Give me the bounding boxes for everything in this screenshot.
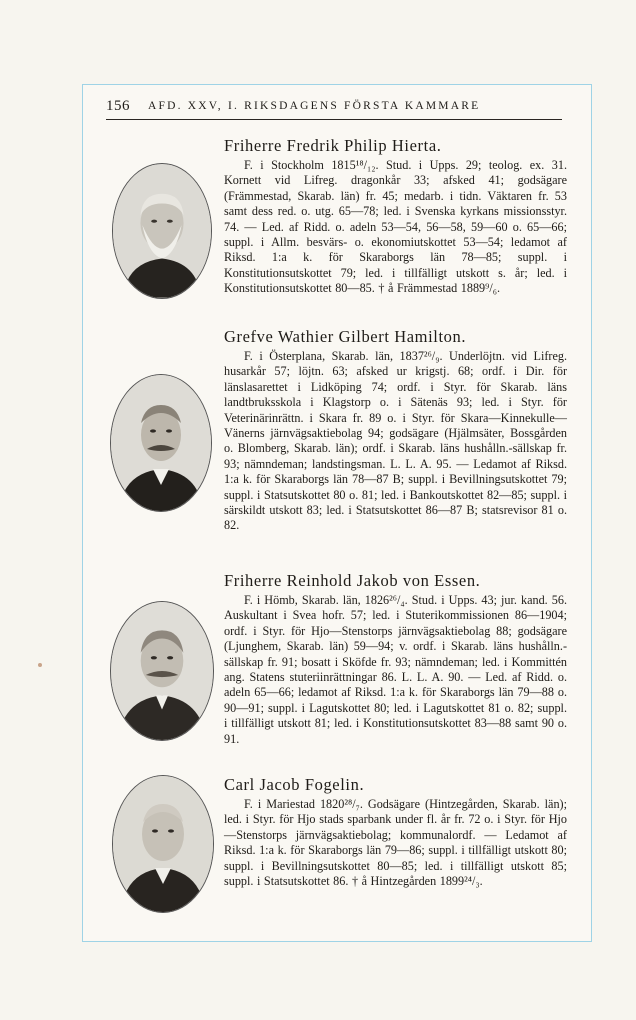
portrait-hierta bbox=[112, 163, 212, 299]
portrait-photo-icon bbox=[113, 776, 213, 912]
entry-bio-text: F. i Mariestad 1820²⁸/₇. Godsägare (Hintzegården, Skarab. län); led. i Styr. för Hjo stads sparbank under fl. år fr. 72 o. i Styr. för Hjo—Stenstorps järnvägsaktiebolag; kommunalordf. — Ledamot af Riksd. 1:a k. för Skaraborgs län 79—86; suppl. i tillfälligt utskott 80; suppl. i Bevillningsutskottet 80—85; led. i tillfälligt utskott 85; suppl. i Statsutskottet 86. † å Hintzegården 1899²⁴/₃. bbox=[224, 797, 567, 889]
portrait-fogelin bbox=[112, 775, 214, 913]
portrait-photo-icon bbox=[113, 164, 211, 298]
entry-bio-text: F. i Stockholm 1815¹⁸/₁₂. Stud. i Upps. 29; teolog. ex. 31. Kornett vid Lifreg. dragonkår 33; afsked 41; godsägare (Främmestad, Skarab. län) fr. 45; medarb. i tidn. Väktaren fr. 53 samt dess red. o. utg. 65—78; led. i Svenska kyrkans missionsstyr. 74. — Led. af Ridd. o. adeln 53—54, 56—58, 59—60 o. 65—66; suppl. i Allm. besvärs- o. ekonomiutskottet 53—54; ledamot af Riksd. 1:a k. för Skaraborgs län 78—85; suppl. i Konstitutionsutskottet 79; led. i tillfälligt utskott s. år; led. i Konstitutionsutskottet 80—85. † å Främmestad 1889⁹/₆. bbox=[224, 158, 567, 296]
portrait-hamilton bbox=[110, 374, 212, 512]
entry-name: Carl Jacob Fogelin. bbox=[224, 775, 365, 794]
portrait-photo-icon bbox=[111, 375, 211, 511]
entry-name: Grefve Wathier Gilbert Hamilton. bbox=[224, 327, 467, 346]
page-number: 156 bbox=[106, 98, 130, 114]
entry-bio-text: F. i Österplana, Skarab. län, 1837²⁶/₉. Underlöjtn. vid Lifreg. husarkår 57; löjtn. 63; afsked ur krigstj. 68; ordf. i Dir. för länslasarettet i Lidköping 74; ordf. i Styr. för Skarab. läns landtbruksskola i Klagstorp o. i Sätenäs 93; led. i Styr. för Veterinärinrättn. i Skara fr. 89 o. i Styr. för Skara—Kinnekulle—Vänerns järnvägsaktiebolag 94; godsägare (Hjälmsäter, Bossgården o. Blomberg, Skarab. län); ordf. i Skarab. läns hushålln.-sällskap fr. 93; nämndeman; landstingsman. L. L. A. 95. — Ledamot af Riksd. 1:a k. för Skaraborgs län 78—87 B; suppl. i Bevillningsutskottet 79; suppl. i Statsutskottet 80 o. 81; led. i Bankoutskottet 82—85; suppl. i särskildt utskott 83; led. i Statsutskottet 86—87 B; statsrevisor 81 o. 82. bbox=[224, 349, 567, 533]
entry-bio bbox=[224, 797, 567, 889]
running-head: AFD. XXV, I. RIKSDAGENS FÖRSTA KAMMARE bbox=[148, 100, 481, 112]
header-rule bbox=[106, 119, 562, 120]
portrait-photo-icon bbox=[111, 602, 213, 740]
entry-bio-text: F. i Hömb, Skarab. län, 1826²⁶/₄. Stud. i Upps. 43; jur. kand. 56. Auskultant i Svea hofr. 57; led. i Stuterikommissionen 86—1904; ordf. i Styr. för Hjo—Stenstorps järnvägsaktiebolag 88; godsägare (Ljunghem, Skarab. län) 59—94; v. ordf. i Skarab. läns hushålln.-sällskap fr. 91; bosatt i Sköfde fr. 93; nämndeman; led. i Kommittén ang. Statens stuteriinrättningar 86. L. L. A. 90. — Led. af Ridd. o. adeln 65—66; ledamot af Riksd. 1:a k. för Skaraborgs län 79—88 o. 90—91; suppl. i Lagutskottet 80; led. i Lagutskottet 81 o. 82; suppl. i tillfälligt utskott 81; led. i Konstitutionsutskottet 83—88 samt 90 o. 91. bbox=[224, 593, 567, 746]
portrait-von-essen bbox=[110, 601, 214, 741]
entry-bio bbox=[224, 349, 567, 534]
running-header bbox=[106, 98, 566, 120]
entry-name: Friherre Fredrik Philip Hierta. bbox=[224, 136, 442, 155]
entry-bio bbox=[224, 158, 567, 297]
entry-bio bbox=[224, 593, 567, 747]
entry-name: Friherre Reinhold Jakob von Essen. bbox=[224, 571, 481, 590]
paper-stain bbox=[38, 663, 42, 667]
